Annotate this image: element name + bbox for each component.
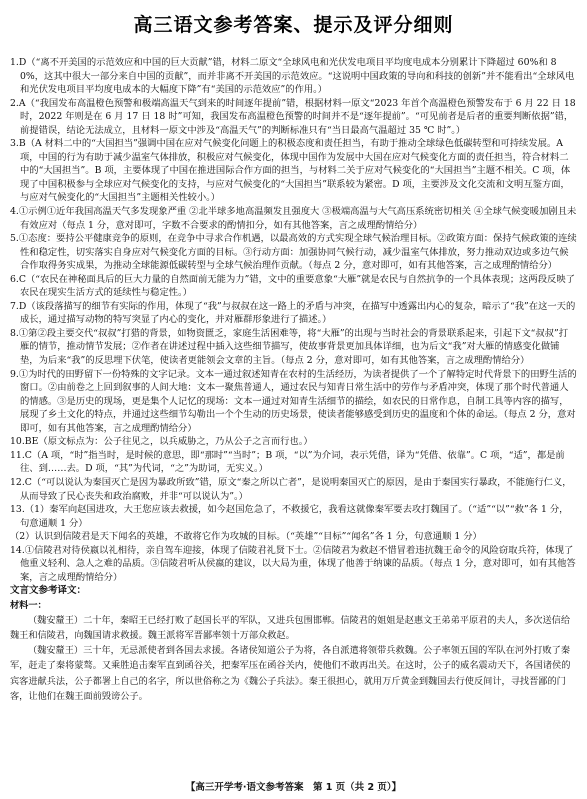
answer-item-3: 3.B（A 材料二中的“大国担当”强调中国在应对气候变化问题上的积极态度和责任担当，有助于推动全球绿色低碳转型和可持续发展。A 项，中国的行为有助于减少温室气体排放，积极应对气候变化，体现中国作为发展中大国在应对气候变化方面的责任担当，符合材料二中的“大国担当”。B 项，主要体现了中国在推进国际合作方面的担当，与材料二关于应对气候变化的“大国担当”主题不相关。C 项，体现了中国积极参与全球应对气候变化的支持，与应对气候变化的“大国担当”联系较为紧密。D 项，主要涉及文化交流和文明互鉴方面，与应对气候变化的“大国担当”主题相关性较小。） (10, 138, 571, 204)
answer-item-12: 12.C（“可以说认为秦国灭亡是因为暴政所致”错，原文“秦之所以亡者”，是说明秦国灭亡的原因，是由于秦国实行暴政，不能施行仁义，从而导致了民心丧失和政治腐败，并非“可以说认为”。） (10, 476, 572, 502)
answer-item-14: 14.①信陵君对待侯嬴以礼相待，亲自驾车迎接，体现了信陵君礼贤下士。②信陵君为救赵不惜冒着违抗魏王命令的风险窃取兵符，体现了他重义轻利、急人之难的品质。③信陵君听从侯嬴的建议，以大局为重，体现了他善于纳谏的品质。（每点 1 分，意对即可，如有其他答案，言之成理酌情给分） (10, 544, 576, 583)
answer-item-13-1: 13.（1）秦军向赵国进攻，大王您应该去救援，如今赵国危急了，不救援它，我看这就像秦军要去攻打魏国了。（“适”“以”“救”各 1 分，句意通顺 1 分） (10, 504, 569, 529)
answer-content (10, 56, 577, 704)
page-footer: 【高三开学考·语文参考答案 第 1 页（共 2 页）】 (185, 782, 402, 793)
answer-item-9: 9.①为时代的田野留下一份特殊的文字记录。文本一通过叙述知青在农村的生活经历，为读者提供了一个了解特定时代背景下的田野生活的窗口。②由前卷之上回到叙事的人间大地：文本一聚焦普通人，通过农民与知青日常生活中的劳作与矛盾冲突，体现了那个时代普通人的情感。③是历史的现场，更是集个人记忆的现场：文本一通过对知青生活细节的描绘，如农民的日常作息，自制工具等内容的描写，展现了乡土文化的特点，并通过这些细节勾勒出一个个生动的历史场景，使读者能够感受到历史的温度和个体的命运。（每点 2 分，意对即可，如有其他答案，言之成理酌情给分） (10, 368, 577, 434)
material-label: 材料一： (10, 599, 47, 611)
answer-item-11: 11.C（A 项，“时”指当时，是时候的意思，即“那时”“当时”；B 项，“以”为介词，表示凭借，译为“凭借、依靠”。C 项，“适”，都是前往、到……去。D 项，“其”为代词，“之”为助词，无实义。） (10, 449, 565, 475)
answer-item-8: 8.①第②段主要交代“叔叔”打猎的背景，如物资匮乏，家庭生活困难等，将“大雁”的出现与当时社会的背景联系起来，引起下文“叔叔”打雁的情节，推动情节发展；②作者在讲述过程中插入这些细节描写，使故事背景更加具体详细，也为后文“我”对大雁的情感变化做铺垫，为后来“我”的反思埋下伏笔，使读者更能领会文章的主旨。（每点 2 分，意对即可，如有其他答案，言之成理酌情给分） (10, 327, 569, 367)
answer-item-13-2: （2）认识到信陵君是天下闻名的英雄，不敢将它作为攻城的目标。（“英雄”“目标”“闻名”各 1 分，句意通顺 1 分） (10, 531, 482, 543)
answer-item-2: 2.A（“我国发布高温橙色预警和极端高温天气到来的时间逐年提前”错，根据材料一原文“2023 年首个高温橙色预警发布于 6 月 22 日 18 时，2022 年则是在 6 月 17 日 18 时”可知，我国发布高温橙色预警的时间并不是“逐年提前”。“可见前者是后者的重要判断依据”错，前提错误，结论无法成立，且材料一原文中涉及“高温天气”的判断标准只有“当日最高气温超过 35 ℃ 时”。） (10, 97, 576, 136)
answer-item-6: 6.C（“农民在神秘面具后的巨大力量的自然面前无能为力”错，文中的重要意象“大雁”就是农民与自然抗争的一个具体表现；这两段反映了农民在现实生活方式的延续性与稳定性。） (10, 273, 575, 299)
answer-item-7: 7.D（该段落描写的细节有实际的作用，体现了“我”与叔叔在这一路上的矛盾与冲突，在描写中透露出内心的复杂，暗示了“我”在这一天的成长，通过描写动物的特写突显了内心的变化，并对雁群形象进行了描述。） (10, 300, 576, 326)
answer-item-1: 1.D（“离不开美国的示范效应和中国的巨大贡献”错，材料二原文“全球风电和光伏发电项目平均度电成本分别累计下降超过 60%和 80%，这其中很大一部分来自中国的贡献”，而并非离不开美国的示范效应。“这说明中国政策的导向和科技的创新”并不能看出“全球风电和光伏发电项目平均度电成本的大幅度下降”有“美国的示范效应”的作用。） (10, 57, 575, 96)
answer-item-5: 5.①态度：要持公平健康竞争的原则，在竞争中寻求合作机遇，以最高效的方式实现全球气候治理目标。②政策方面：保持气候政策的连续性和稳定性，切实落实自身应对气候变化方面的目标。③行动方面：加强协同气候行动，减少温室气体排放，努力推动双边或多边气候合作取得务实成果，为推动全球能源低碳转型与全球气候治理作贡献。（每点 2 分，意对即可，如有其他答案，言之成理酌情给分） (10, 233, 577, 272)
translation-heading: 文言文参考译文： (10, 585, 87, 597)
answer-item-10: 10.BE（原文标点为：公子往见之，以兵威胁之，乃从公子之言而行也。） (10, 436, 313, 448)
translation-paragraph-1: （魏安釐王）二十年，秦昭王已经打败了赵国长平的军队，又进兵包围邯郸。信陵君的姐姐是赵惠文王弟弟平原君的夫人，多次送信给魏王和信陵君，向魏国请求救援。魏王派将军晋鄙率领十万部众救赵。 (10, 614, 571, 642)
translation-paragraph-2: （魏安釐王）三十年，无忌派使者到各国去求援。各诸侯知道公子为将，各自派遣将领带兵救魏。公子率领五国的军队在河外打败了秦军，赶走了秦将蒙骜。又乘胜追击秦军直到函谷关，把秦军压在函谷关内，使他们不敢再出关。在这时，公子的威名震动天下，各国诸侯的宾客进献兵法，公子都署上自己的名字，所以世俗称之为《魏公子兵法》。秦王很担心，就用万斤黄金到魏国去行使反间计，寻找晋鄙的门客，让他们在魏王面前毁谤公子。 (10, 645, 571, 702)
answer-item-4: 4.①示例①近年我国高温天气多发现象严重 ②北半球多地高温频发且强度大 ③极端高温与大气高压系统密切相关 ④全球气候变暖加剧且未有效应对（每点 1 分，意对即可，字数不合要求的酌情扣分，如有其他答案，言之成理酌情给分） (10, 206, 577, 231)
page-title: 高三语文参考答案、提示及评分细则 (133, 14, 454, 36)
